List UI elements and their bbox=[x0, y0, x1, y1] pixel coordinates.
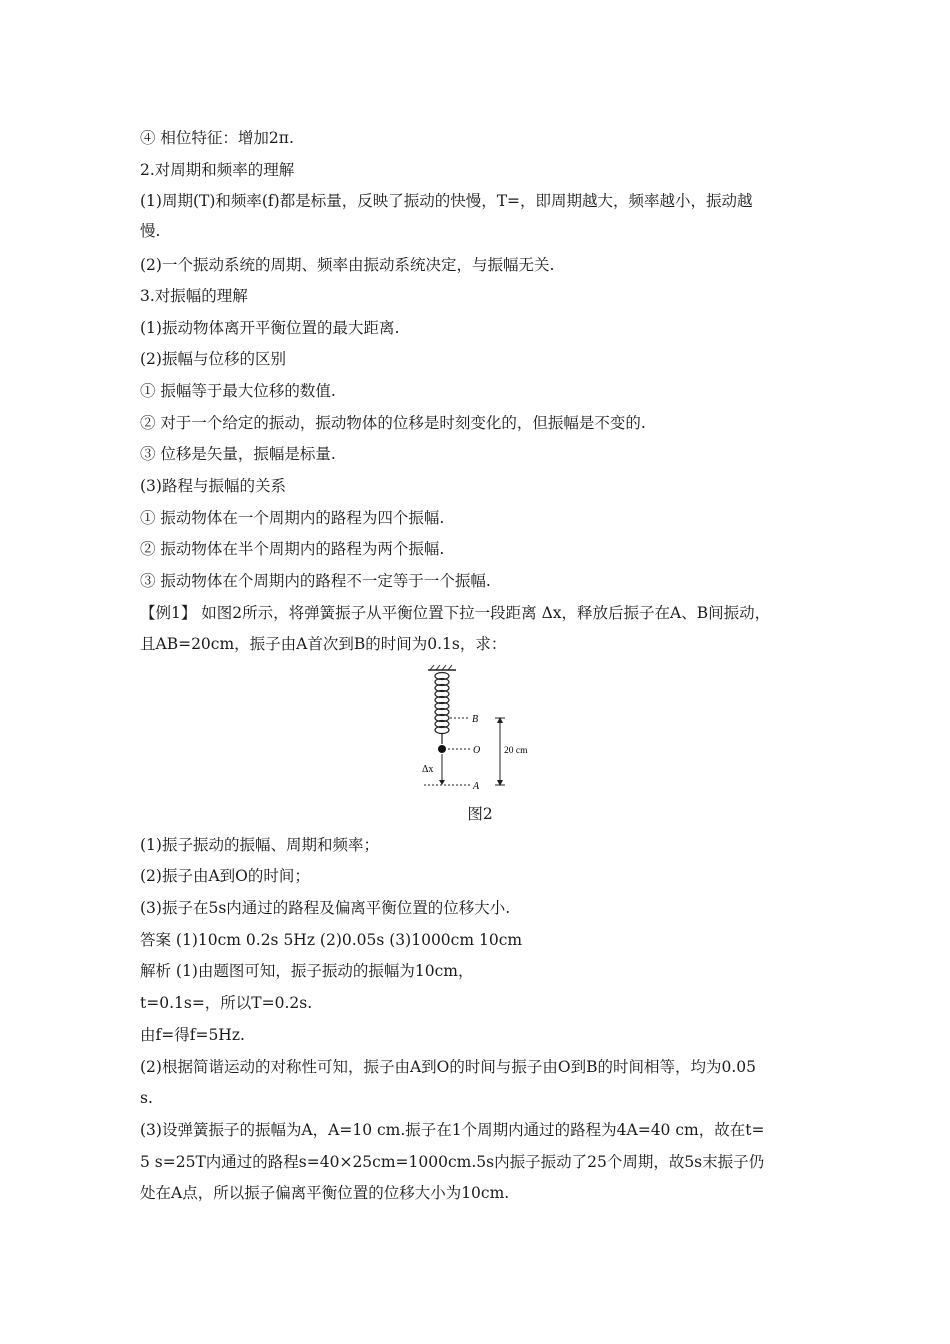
text-line: ① 振幅等于最大位移的数值. bbox=[140, 382, 336, 400]
dx-arrow-head bbox=[439, 780, 445, 785]
text-line: 慢. bbox=[140, 222, 161, 240]
question-item: (1)振子振动的振幅、周期和频率； bbox=[140, 836, 379, 854]
answer-line: 答案 (1)10cm 0.2s 5Hz (2)0.05s (3)1000cm 10cm bbox=[140, 931, 523, 949]
ceiling-support bbox=[428, 665, 456, 670]
solution-line: (2)根据简谐运动的对称性可知，振子由A到O的时间与振子由O到B的时间相等，均为0.05 bbox=[140, 1058, 756, 1076]
label-o: O bbox=[473, 745, 481, 756]
text-line: ② 振动物体在半个周期内的路程为两个振幅. bbox=[140, 540, 445, 558]
section-heading: 2.对周期和频率的理解 bbox=[140, 161, 295, 179]
text-line: ② 对于一个给定的振动，振动物体的位移是时刻变化的，但振幅是不变的. bbox=[140, 414, 646, 432]
label-b: B bbox=[472, 714, 479, 725]
text-line: (2)振幅与位移的区别 bbox=[140, 350, 286, 368]
solution-line: 由f=得f=5Hz. bbox=[140, 1026, 245, 1044]
question-item: (3)振子在5s内通过的路程及偏离平衡位置的位移大小. bbox=[140, 899, 511, 917]
solution-line: 解析 (1)由题图可知，振子振动的振幅为10cm， bbox=[140, 962, 474, 980]
text-line: ③ 位移是矢量，振幅是标量. bbox=[140, 445, 336, 463]
spring-coil bbox=[435, 673, 449, 745]
solution-line: (3)设弹簧振子的振幅为A，A=10 cm.振子在1个周期内通过的路程为4A=40 cm，故在t= bbox=[140, 1121, 765, 1139]
spring-oscillator-figure bbox=[412, 662, 532, 792]
oscillator-ball bbox=[438, 745, 446, 753]
text-line: ④ 相位特征：增加2π. bbox=[140, 129, 294, 147]
text-line: (2)一个振动系统的周期、频率由振动系统决定，与振幅无关. bbox=[140, 256, 555, 274]
text-line: (1)周期(T)和频率(f)都是标量，反映了振动的快慢，T=，即周期越大，频率越小，振动越 bbox=[140, 192, 753, 210]
section-heading: 3.对振幅的理解 bbox=[140, 287, 248, 305]
text-line: (1)振动物体离开平衡位置的最大距离. bbox=[140, 319, 400, 337]
example-title: 【例1】 如图2所示，将弹簧振子从平衡位置下拉一段距离 Δx，释放后振子在A、B间振动， bbox=[140, 604, 771, 622]
text-line: ① 振动物体在一个周期内的路程为四个振幅. bbox=[140, 509, 445, 527]
label-a: A bbox=[473, 781, 480, 792]
question-item: (2)振子由A到O的时间； bbox=[140, 867, 310, 885]
solution-line: 处在A点，所以振子偏离平衡位置的位移大小为10cm. bbox=[140, 1184, 510, 1202]
label-distance: 20 cm bbox=[504, 746, 528, 756]
text-line: (3)路程与振幅的关系 bbox=[140, 477, 286, 495]
solution-line: s. bbox=[140, 1089, 153, 1107]
label-dx: Δx bbox=[422, 764, 434, 775]
text-line: ③ 振动物体在个周期内的路程不一定等于一个振幅. bbox=[140, 572, 491, 590]
solution-line: 5 s=25T内通过的路程s=40×25cm=1000cm.5s内振子振动了25个周期，故5s末振子仍 bbox=[140, 1153, 765, 1171]
solution-line: t=0.1s=，所以T=0.2s. bbox=[140, 994, 313, 1012]
figure-caption: 图2 bbox=[467, 805, 493, 823]
text-line: 且AB=20cm，振子由A首次到B的时间为0.1s，求： bbox=[140, 635, 507, 653]
